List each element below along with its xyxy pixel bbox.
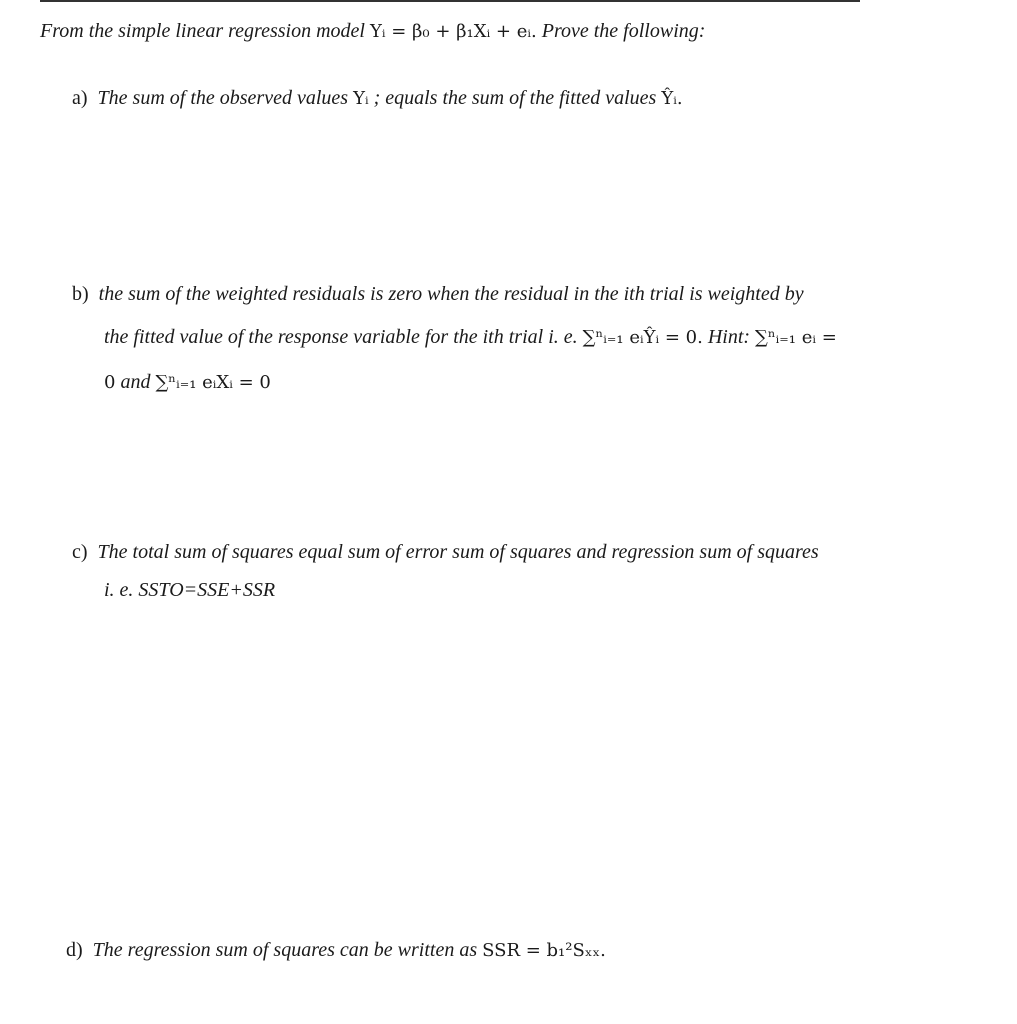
part-b-line3 (104, 370, 271, 395)
part-d (66, 938, 606, 963)
intro-lead: From the simple linear regression model (40, 20, 365, 42)
part-a-label: a) (72, 87, 88, 109)
intro-line (40, 19, 705, 44)
part-b-and: and (120, 371, 151, 393)
part-a (72, 86, 683, 111)
part-b-line1 (72, 282, 804, 306)
part-b-hint-label: Hint: (707, 326, 751, 348)
part-c-line1 (72, 540, 819, 564)
part-c-line2 (104, 578, 275, 602)
part-a-sym2: Ŷᵢ. (661, 88, 683, 109)
part-c-text2: i. e. SSTO=SSE+SSR (104, 579, 276, 601)
part-b-eq1: ∑ⁿᵢ₌₁ eᵢŶᵢ = 0. (582, 327, 703, 348)
part-d-text: The regression sum of squares can be written as (92, 939, 478, 961)
part-c-label: c) (72, 541, 88, 563)
part-b-eq2: ∑ⁿᵢ₌₁ eᵢ = (755, 327, 837, 348)
part-b-text2: the fitted value of the response variable for the ith trial i. e. (104, 326, 578, 348)
part-d-eq: SSR = b₁²Sₓₓ. (482, 940, 606, 961)
intro-tail: Prove the following: (541, 20, 706, 42)
part-b-zero: 0 (104, 372, 116, 393)
part-b-line2 (104, 325, 837, 350)
model-equation: Yᵢ = β₀ + β₁Xᵢ + eᵢ. (369, 21, 537, 42)
part-a-text1: The sum of the observed values (97, 87, 349, 109)
part-c-text1: The total sum of squares equal sum of error sum of squares and regression sum of squares (97, 541, 819, 563)
part-b-eq3: ∑ⁿᵢ₌₁ eᵢXᵢ = 0 (155, 372, 271, 393)
top-rule (40, 0, 860, 2)
part-d-label: d) (66, 939, 83, 961)
part-a-sym1: Yᵢ (353, 88, 369, 109)
part-b-label: b) (72, 283, 89, 305)
part-a-text2: ; equals the sum of the fitted values (373, 87, 657, 109)
part-b-text1: the sum of the weighted residuals is zero when the residual in the ith trial is weighted by (98, 283, 804, 305)
